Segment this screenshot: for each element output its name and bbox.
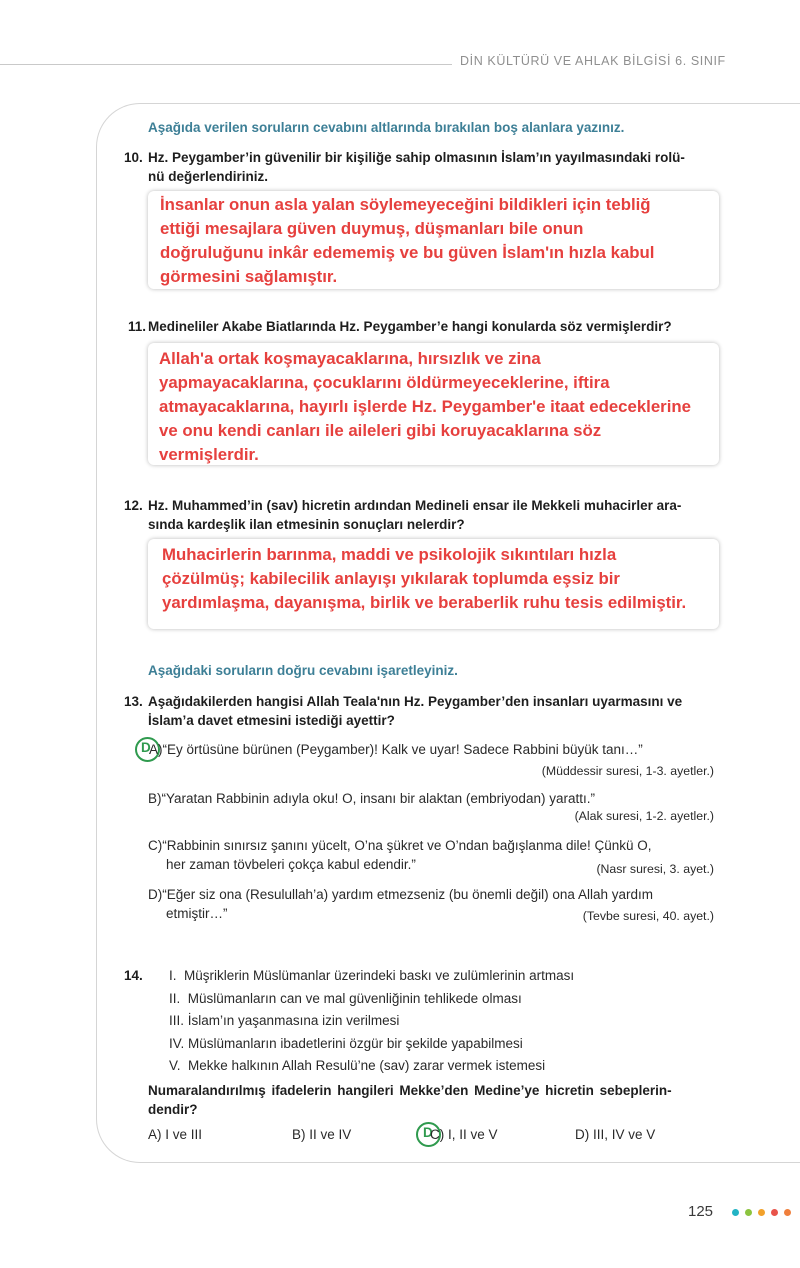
question-text-line: İslam’a davet etmesini istediği ayettir? bbox=[148, 713, 395, 728]
option-d-source: (Tevbe suresi, 40. ayet.) bbox=[582, 909, 714, 923]
question-10 bbox=[124, 148, 724, 188]
question-number: 13. bbox=[124, 694, 143, 709]
answer-line: görmesini sağlamıştır. bbox=[160, 267, 338, 286]
answer-line: İnsanlar onun asla yalan söylemeyeceğini bildikleri için tebliğ bbox=[160, 195, 651, 214]
statement-text: Müslümanların can ve mal güvenliğinin tehlikede olması bbox=[187, 990, 522, 1006]
option-d[interactable] bbox=[575, 1125, 655, 1144]
option-text: II ve IV bbox=[309, 1127, 352, 1142]
option-c-line-2: her zaman tövbeleri çokça kabul edendir.” bbox=[166, 857, 416, 872]
question-text-line: nü değerlendiriniz. bbox=[148, 169, 269, 184]
statement-numeral: IV. bbox=[169, 1035, 185, 1051]
question-number: 10. bbox=[124, 150, 143, 165]
question-text-line: Hz. Peygamber’in güvenilir bir kişiliğe sahip olmasının İslam’ın yayılmasındaki rolü- bbox=[148, 150, 685, 165]
answer-line: yapmayacaklarına, çocuklarını öldürmeyeceklerine, iftira bbox=[159, 373, 610, 392]
answer-mark-letter: D bbox=[423, 1125, 433, 1140]
question-text-line: sında kardeşlik ilan etmesinin sonuçları nelerdir? bbox=[148, 517, 465, 532]
page-number: 125 bbox=[688, 1203, 714, 1220]
option-text: “Rabbinin sınırsız şanını yücelt, O’na şükret ve O’ndan bağışlanma dile! Çünkü O, bbox=[162, 838, 652, 853]
question-12 bbox=[124, 496, 724, 536]
answer-line: yardımlaşma, dayanışma, birlik ve beraberlik ruhu tesis edilmiştir. bbox=[162, 593, 687, 612]
statement-item bbox=[169, 1034, 574, 1057]
answer-text-10 bbox=[160, 193, 654, 289]
option-b[interactable] bbox=[292, 1125, 351, 1144]
answer-line: ve onu kendi canları ile aileleri gibi koruyacaklarına söz bbox=[159, 421, 602, 440]
question-13 bbox=[124, 692, 724, 732]
section-instruction-multiple-choice: Aşağıdaki soruların doğru cevabını işaretleyiniz. bbox=[148, 663, 458, 678]
decorative-dot-icon bbox=[758, 1209, 765, 1216]
answer-line: Allah'a ortak koşmayacaklarına, hırsızlık ve zina bbox=[159, 349, 541, 368]
header-rule bbox=[0, 64, 452, 65]
question-number: 12. bbox=[124, 498, 143, 513]
decorative-dot-icon bbox=[745, 1209, 752, 1216]
option-text: I ve III bbox=[165, 1127, 203, 1142]
option-d-line-2: etmiştir…” bbox=[166, 906, 228, 921]
decorative-dot-icon bbox=[732, 1209, 739, 1216]
answer-line: atmayacaklarına, hayırlı işlerde Hz. Peygamber'e itaat edeceklerine bbox=[159, 397, 691, 416]
option-b[interactable] bbox=[148, 789, 595, 808]
statement-text: İslam’ın yaşanmasına izin verilmesi bbox=[187, 1013, 400, 1028]
answer-line: ettiği mesajlara güven duymuş, düşmanları bile onun bbox=[160, 219, 584, 238]
question-text-line: Hz. Muhammed’in (sav) hicretin ardından Medineli ensar ile Mekkeli muhacirler ara- bbox=[148, 498, 682, 513]
answer-line: çözülmüş; kabilecilik anlayışı yıkılarak toplumda eşsiz bir bbox=[162, 569, 620, 588]
book-title: DİN KÜLTÜRÜ VE AHLAK BİLGİSİ 6. SINIF bbox=[460, 54, 726, 68]
statement-numeral: II. bbox=[169, 990, 181, 1006]
statement-item bbox=[169, 1056, 574, 1079]
statement-numeral: V. bbox=[169, 1058, 181, 1073]
option-letter: B) bbox=[292, 1127, 306, 1142]
option-c[interactable] bbox=[430, 1125, 498, 1144]
option-c[interactable] bbox=[148, 836, 652, 855]
statement-text: Mekke halkının Allah Resulü’ne (sav) zarar vermek istemesi bbox=[188, 1058, 546, 1073]
statement-numeral: III. bbox=[169, 1013, 185, 1028]
question-text-line: Numaralandırılmış ifadelerin hangileri Mekke’den Medine’ye hicretin sebeplerin- bbox=[148, 1083, 672, 1098]
option-b-source: (Alak suresi, 1-2. ayetler.) bbox=[574, 809, 714, 823]
option-text: “Yaratan Rabbinin adıyla oku! O, insanı bir alaktan (embriyodan) yarattı.” bbox=[161, 791, 595, 806]
option-a-source: (Müddessir suresi, 1-3. ayetler.) bbox=[541, 764, 714, 778]
statement-text: Müslümanların ibadetlerini özgür bir şekilde yapabilmesi bbox=[188, 1035, 523, 1051]
option-text: III, IV ve V bbox=[593, 1127, 656, 1142]
answer-mark-letter: D bbox=[141, 740, 151, 755]
answer-line: vermişlerdir. bbox=[159, 445, 259, 464]
decorative-dot-icon bbox=[784, 1209, 791, 1216]
option-a[interactable] bbox=[149, 740, 643, 759]
statement-item bbox=[169, 989, 574, 1012]
question-number: 11. bbox=[128, 319, 147, 334]
answer-text-12 bbox=[162, 543, 686, 615]
option-text: I, II ve V bbox=[448, 1127, 498, 1142]
option-a[interactable] bbox=[148, 1125, 202, 1144]
option-letter: D) bbox=[148, 887, 163, 902]
option-letter: D) bbox=[575, 1127, 590, 1142]
option-text: “Eğer siz ona (Resulullah’a) yardım etmezseniz (bu önemli değil) ona Allah yardım bbox=[162, 887, 653, 902]
statement-numeral: I. bbox=[169, 968, 177, 983]
answer-line: Muhacirlerin barınma, maddi ve psikolojik sıkıntıları hızla bbox=[162, 545, 617, 564]
question-11 bbox=[128, 317, 728, 337]
statement-item bbox=[169, 966, 574, 989]
question-text-line: Aşağıdakilerden hangisi Allah Teala'nın Hz. Peygamber’den insanları uyarmasını ve bbox=[148, 694, 683, 709]
section-instruction-open-ended: Aşağıda verilen soruların cevabını altlarında bırakılan boş alanlara yazınız. bbox=[148, 120, 625, 135]
answer-line: doğruluğunu inkâr edememiş ve bu güven İslam'ın hızla kabul bbox=[160, 243, 655, 262]
question-text-line: dendir? bbox=[148, 1102, 198, 1117]
question-14-text bbox=[148, 1081, 718, 1119]
decorative-dot-icon bbox=[771, 1209, 778, 1216]
answer-text-11 bbox=[159, 347, 691, 467]
statement-text: Müşriklerin Müslümanlar üzerindeki baskı ve zulümlerinin artması bbox=[184, 968, 575, 983]
option-letter: A) bbox=[149, 742, 163, 757]
option-c-source: (Nasr suresi, 3. ayet.) bbox=[596, 862, 714, 876]
option-letter: A) bbox=[148, 1127, 162, 1142]
option-d[interactable] bbox=[148, 885, 653, 904]
statement-item bbox=[169, 1011, 574, 1034]
option-letter: B) bbox=[148, 791, 162, 806]
question-14-statements bbox=[169, 966, 574, 1079]
question-text-line: Medineliler Akabe Biatlarında Hz. Peygamber’e hangi konularda söz vermişlerdir? bbox=[148, 319, 672, 334]
option-letter: C) bbox=[148, 838, 163, 853]
question-14-number: 14. bbox=[124, 968, 143, 983]
option-text: “Ey örtüsüne bürünen (Peygamber)! Kalk ve uyar! Sadece Rabbini büyük tanı…” bbox=[162, 742, 643, 757]
option-letter: C) bbox=[430, 1127, 445, 1142]
